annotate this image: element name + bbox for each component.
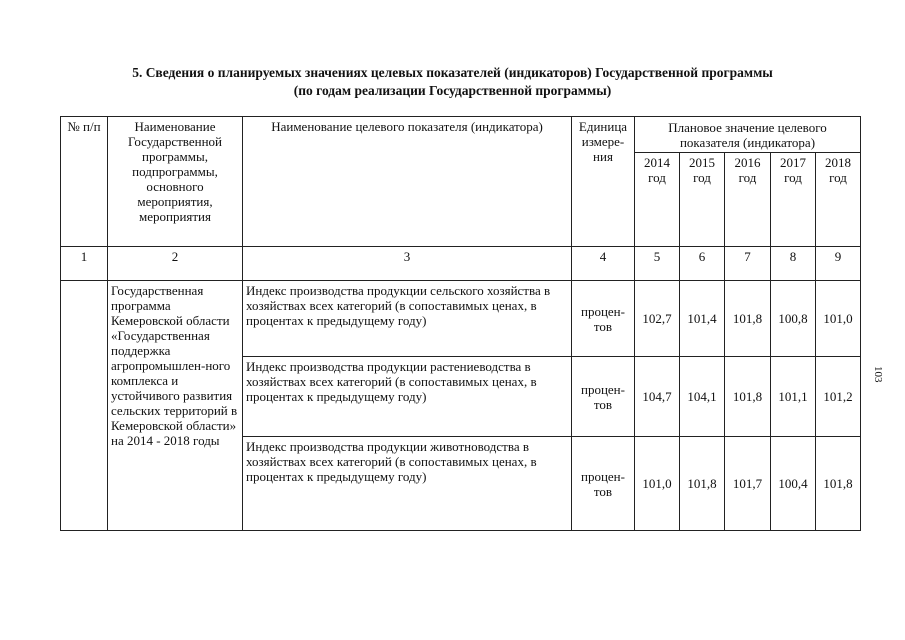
document-title bbox=[40, 64, 865, 100]
indicators-table bbox=[60, 116, 861, 531]
column-number-row bbox=[61, 247, 861, 281]
value-2014: 102,7 bbox=[635, 281, 680, 357]
column-number: 9 bbox=[816, 247, 861, 281]
header-year: 2018 год bbox=[816, 153, 861, 247]
value-2015: 101,8 bbox=[680, 437, 725, 531]
header-year: 2017 год bbox=[771, 153, 816, 247]
value-2017: 101,1 bbox=[771, 357, 816, 437]
value-2014: 101,0 bbox=[635, 437, 680, 531]
value-2016: 101,7 bbox=[725, 437, 771, 531]
unit: процен-тов bbox=[572, 357, 635, 437]
page-number: 103 bbox=[872, 366, 884, 383]
column-number: 5 bbox=[635, 247, 680, 281]
header-row-1 bbox=[61, 117, 861, 153]
value-2014: 104,7 bbox=[635, 357, 680, 437]
column-number: 2 bbox=[108, 247, 243, 281]
column-number: 4 bbox=[572, 247, 635, 281]
value-2015: 104,1 bbox=[680, 357, 725, 437]
indicator-name: Индекс производства продукции сельского хозяйства в хозяйствах всех категорий (в сопоставимых ценах, в процентах к предыдущему году) bbox=[243, 281, 572, 357]
header-program: Наименование Государственной программы, подпрограммы, основного мероприятия, мероприятия bbox=[108, 117, 243, 247]
value-2015: 101,4 bbox=[680, 281, 725, 357]
value-2018: 101,2 bbox=[816, 357, 861, 437]
title-line-2: (по годам реализации Государственной программы) bbox=[293, 83, 612, 98]
program-name: Государственная программа Кемеровской области «Государственная поддержка агропромышлен-ного комплекса и устойчивого развития сельских территорий в Кемеровской области» на 2014 - 2018 годы bbox=[108, 281, 243, 531]
value-2018: 101,0 bbox=[816, 281, 861, 357]
header-indicator: Наименование целевого показателя (индикатора) bbox=[243, 117, 572, 247]
unit: процен-тов bbox=[572, 281, 635, 357]
value-2017: 100,4 bbox=[771, 437, 816, 531]
table-row bbox=[61, 281, 861, 357]
unit: процен-тов bbox=[572, 437, 635, 531]
value-2018: 101,8 bbox=[816, 437, 861, 531]
header-year: 2014 год bbox=[635, 153, 680, 247]
value-2016: 101,8 bbox=[725, 357, 771, 437]
header-unit: Единица измере-ния bbox=[572, 117, 635, 247]
value-2016: 101,8 bbox=[725, 281, 771, 357]
title-line-1 bbox=[40, 64, 865, 82]
header-planned-value: Плановое значение целевого показателя (индикатора) bbox=[635, 117, 861, 153]
column-number: 3 bbox=[243, 247, 572, 281]
column-number: 6 bbox=[680, 247, 725, 281]
column-number: 7 bbox=[725, 247, 771, 281]
header-no: № п/п bbox=[61, 117, 108, 247]
row-number bbox=[61, 281, 108, 531]
indicator-name: Индекс производства продукции растениеводства в хозяйствах всех категорий (в сопоставимых ценах, в процентах к предыдущему году) bbox=[243, 357, 572, 437]
header-year: 2015 год bbox=[680, 153, 725, 247]
column-number: 1 bbox=[61, 247, 108, 281]
indicator-name: Индекс производства продукции животноводства в хозяйствах всех категорий (в сопоставимых ценах, в процентах к предыдущему году) bbox=[243, 437, 572, 531]
title-text-1: . Сведения о планируемых значениях целевых показателей (индикаторов) Государственной программы bbox=[138, 65, 773, 80]
value-2017: 100,8 bbox=[771, 281, 816, 357]
section-number: 5 bbox=[132, 65, 139, 80]
header-year: 2016 год bbox=[725, 153, 771, 247]
column-number: 8 bbox=[771, 247, 816, 281]
